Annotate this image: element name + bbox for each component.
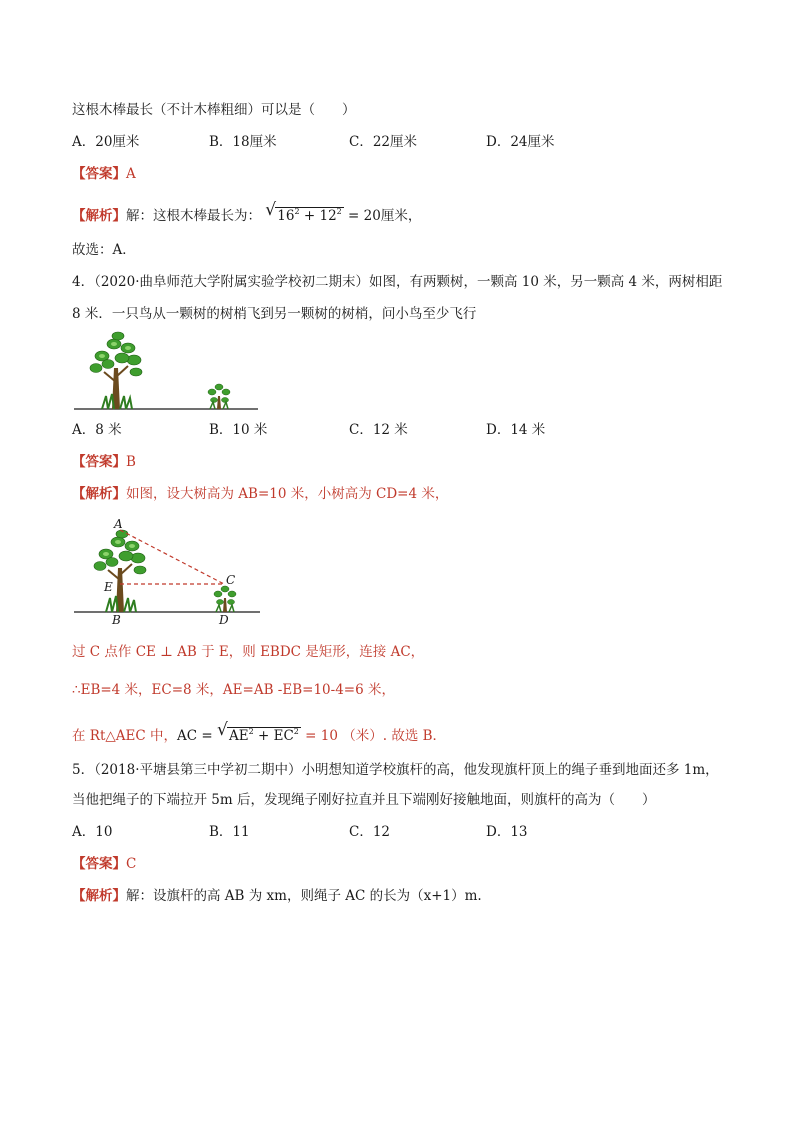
- q4-stem-line1: 4．（2020·曲阜师范大学附属实验学校初二期末）如图，有两颗树，一颗高 10 米，另一颗高 4 米，两树相距: [72, 274, 723, 290]
- q5-stem-line1: 5．（2018·平塘县第三中学初二期中）小明想知道学校旗杆的高，他发现旗杆顶上的绳子垂到地面还多 1m，: [72, 762, 719, 778]
- q3-option-c: C．22厘米: [349, 134, 418, 150]
- q3-analysis-row: [72, 202, 421, 226]
- q4-option-c: C．12 米: [349, 422, 408, 438]
- q5-answer-row: [72, 854, 136, 874]
- label-e: E: [104, 580, 113, 594]
- q3-stem-end: 这根木棒最长（不计木棒粗细）可以是（ ）: [72, 102, 356, 118]
- q4-option-b: B．10 米: [209, 422, 268, 438]
- analysis-tag: 【解析】: [72, 208, 126, 224]
- q5-option-d: D．13: [486, 824, 528, 840]
- q5-analysis-row: [72, 886, 482, 906]
- q3-option-d: D．24厘米: [486, 134, 555, 150]
- result-unit: 厘米，: [380, 208, 422, 224]
- q4-answer-row: [72, 452, 136, 472]
- answer-tag: 【答案】: [72, 454, 126, 470]
- q4-stem-line2: 8 米．一只鸟从一颗树的树梢飞到另一颗树的树梢，问小鸟至少飞行: [72, 306, 477, 322]
- line4-suffix: = 10 （米）. 故选 B．: [300, 728, 447, 744]
- label-b: B: [112, 613, 121, 627]
- q4-analysis-line4: [72, 722, 446, 746]
- q3-answer-row: [72, 164, 136, 184]
- analysis-text: 解：设旗杆的高 AB 为 xm，则绳子 AC 的长为（x+1）m.: [126, 888, 482, 904]
- q4-option-a: A．8 米: [72, 422, 122, 438]
- sqrt-expression: √ $16^2 + 12^2$: [265, 200, 342, 224]
- answer-value: B: [126, 454, 136, 470]
- q4-analysis-line3: ∴EB=4 米，EC=8 米，AE=AB -EB=10-4=6 米，: [72, 682, 395, 698]
- ac-formula: AC = √ $AE^2 + EC^2$: [177, 720, 299, 744]
- line4-prefix: 在 Rt△AEC 中，: [72, 728, 177, 744]
- q3-option-b: B．18厘米: [209, 134, 277, 150]
- answer-tag: 【答案】: [72, 166, 126, 182]
- answer-value: C: [126, 856, 137, 872]
- label-d: D: [219, 613, 229, 627]
- analysis-tag: 【解析】: [72, 486, 126, 502]
- q5-stem-line2: 当他把绳子的下端拉开 5m 后，发现绳子刚好拉直并且下端刚好接触地面，则旗杆的高为（ ）: [72, 792, 656, 808]
- q4-option-d: D．14 米: [486, 422, 546, 438]
- analysis-text: 如图，设大树高为 AB=10 米，小树高为 CD=4 米，: [126, 486, 449, 502]
- answer-value: A: [126, 166, 136, 182]
- label-c: C: [226, 573, 236, 587]
- q5-option-a: A．10: [72, 824, 113, 840]
- q5-option-b: B．11: [209, 824, 250, 840]
- sqrt-result: = 20: [343, 208, 381, 224]
- analysis-tag: 【解析】: [72, 888, 126, 904]
- analysis-figure: [72, 516, 272, 628]
- answer-tag: 【答案】: [72, 856, 126, 872]
- q5-option-c: C．12: [349, 824, 391, 840]
- q4-analysis-row: [72, 484, 448, 504]
- q3-option-a: A．20厘米: [72, 134, 140, 150]
- q4-analysis-line2: 过 C 点作 CE ⊥ AB 于 E，则 EBDC 是矩形，连接 AC，: [72, 644, 425, 660]
- two-trees-figure: [72, 330, 262, 414]
- q3-conclusion: 故选：A．: [72, 242, 136, 258]
- analysis-text: 解：这根木棒最长为：: [126, 208, 261, 224]
- label-a: A: [114, 517, 123, 531]
